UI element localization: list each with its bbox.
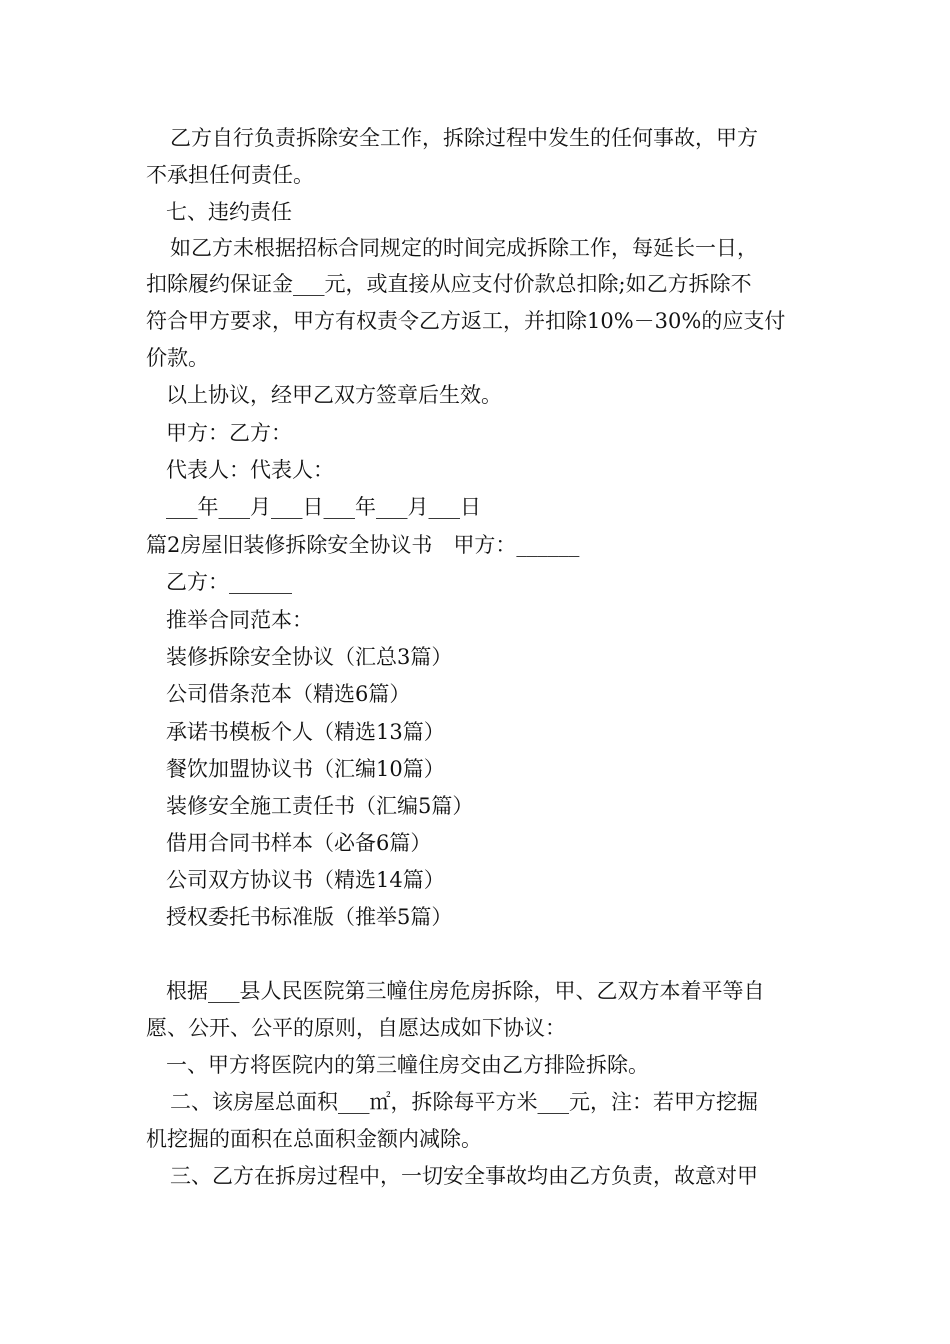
paragraph-line: 乙方自行负责拆除安全工作，拆除过程中发生的任何事故，甲方	[170, 126, 758, 150]
paragraph-line: 愿、公开、公平的原则，自愿达成如下协议：	[146, 1016, 566, 1040]
date-line: ___年___月___日___年___月___日	[166, 495, 481, 519]
paragraph-line: 以上协议，经甲乙双方签章后生效。	[166, 383, 502, 407]
list-item: 装修安全施工责任书（汇编5篇）	[166, 794, 474, 818]
list-item: 承诺书模板个人（精选13篇）	[166, 720, 445, 744]
signature-line: 甲方：乙方：	[166, 421, 292, 445]
paragraph-line: 价款。	[146, 346, 209, 370]
paragraph-line: 二、该房屋总面积___㎡，拆除每平方米___元，注：若甲方挖掘	[170, 1090, 758, 1114]
paragraph-line: 三、乙方在拆房过程中，一切安全事故均由乙方负责，故意对甲	[170, 1164, 758, 1188]
paragraph-line: 不承担任何责任。	[146, 163, 314, 187]
list-item: 借用合同书样本（必备6篇）	[166, 831, 432, 855]
paragraph-line: 符合甲方要求，甲方有权责令乙方返工，并扣除10%－30%的应支付	[146, 309, 786, 333]
section-title: 篇2房屋旧装修拆除安全协议书 甲方：______	[146, 533, 580, 557]
paragraph-line: 机挖掘的面积在总面积金额内减除。	[146, 1127, 482, 1151]
list-item: 餐饮加盟协议书（汇编10篇）	[166, 757, 445, 781]
paragraph-line: 扣除履约保证金___元，或直接从应支付价款总扣除;如乙方拆除不	[146, 272, 752, 296]
list-item: 公司双方协议书（精选14篇）	[166, 868, 445, 892]
paragraph-line: 根据___县人民医院第三幢住房危房拆除，甲、乙双方本着平等自	[166, 979, 765, 1003]
signature-line: 代表人：代表人：	[166, 458, 334, 482]
list-item: 装修拆除安全协议（汇总3篇）	[166, 645, 453, 669]
list-item: 公司借条范本（精选6篇）	[166, 682, 411, 706]
list-heading: 推举合同范本：	[166, 608, 313, 632]
paragraph-line: 如乙方未根据招标合同规定的时间完成拆除工作，每延长一日，	[170, 236, 758, 260]
section-heading: 七、违约责任	[166, 200, 292, 224]
list-item: 授权委托书标准版（推举5篇）	[166, 905, 453, 929]
paragraph-line: 乙方：______	[166, 570, 292, 594]
paragraph-line: 一、甲方将医院内的第三幢住房交由乙方排险拆除。	[166, 1053, 649, 1077]
